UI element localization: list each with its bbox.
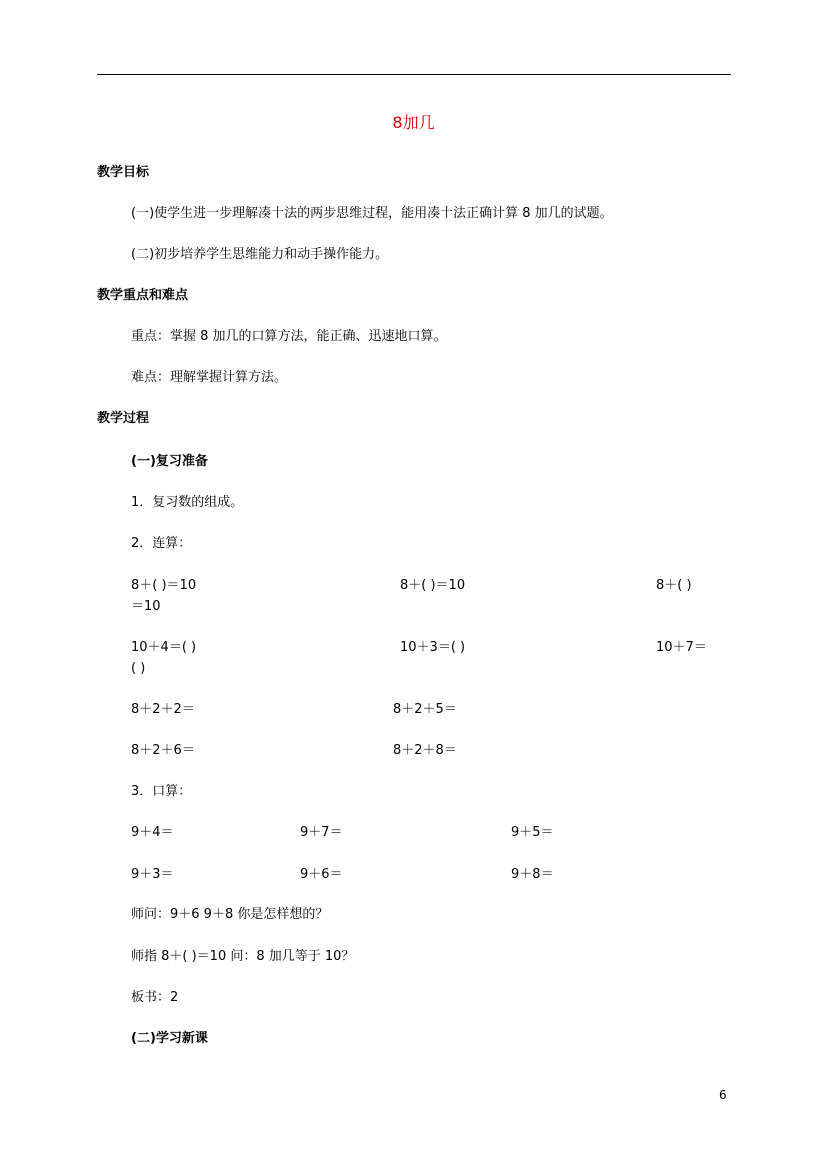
oral-6: 9＋8＝	[511, 867, 554, 882]
difficulty-text: 难点：理解掌握计算方法。	[131, 370, 288, 385]
fill-b1: 10＋4＝( )	[131, 640, 197, 655]
chain-3: 8＋2＋6＝	[131, 743, 195, 758]
item-2: 2．连算：	[131, 536, 192, 551]
new-lesson-heading: (二)学习新课	[131, 1031, 208, 1046]
teacher-point: 师指 8＋( )＝10 问：8 加几等于 10？	[131, 949, 355, 964]
chain-1: 8＋2＋2＝	[131, 702, 195, 717]
page-title: 8加几	[392, 113, 435, 132]
process-heading: 教学过程	[97, 411, 150, 426]
oral-4: 9＋3＝	[131, 867, 174, 882]
goals-heading: 教学目标	[97, 165, 150, 180]
oral-1: 9＋4＝	[131, 825, 174, 840]
goal-2: (二)初步培养学生思维能力和动手操作能力。	[131, 247, 389, 262]
oral-3: 9＋5＝	[511, 825, 554, 840]
chain-4: 8＋2＋8＝	[393, 743, 457, 758]
fill-a3: 8＋( )	[656, 578, 692, 593]
oral-5: 9＋6＝	[300, 867, 343, 882]
fill-a2: 8＋( )＝10	[400, 578, 466, 593]
fill-b2: 10＋3＝( )	[400, 640, 466, 655]
item-3: 3．口算：	[131, 784, 192, 799]
page-number: 6	[719, 1088, 727, 1102]
teacher-ask: 师问：9＋6 9＋8 你是怎样想的？	[131, 907, 329, 922]
oral-2: 9＋7＝	[300, 825, 343, 840]
board-text: 板书：2	[131, 990, 179, 1005]
fill-b3-wrap: ( )	[131, 661, 146, 676]
header-rule	[97, 74, 731, 75]
goal-1: (一)使学生进一步理解凑十法的两步思维过程，能用凑十法正确计算 8 加几的试题。	[131, 206, 613, 221]
fill-b3: 10＋7＝	[656, 640, 707, 655]
keypoints-heading: 教学重点和难点	[97, 288, 189, 303]
keypoint-text: 重点：掌握 8 加几的口算方法，能正确、迅速地口算。	[131, 329, 447, 344]
review-heading: (一)复习准备	[131, 454, 208, 469]
item-1: 1．复习数的组成。	[131, 495, 244, 510]
fill-a1: 8＋( )＝10	[131, 578, 197, 593]
chain-2: 8＋2＋5＝	[393, 702, 457, 717]
fill-a3-wrap: ＝10	[131, 599, 161, 614]
